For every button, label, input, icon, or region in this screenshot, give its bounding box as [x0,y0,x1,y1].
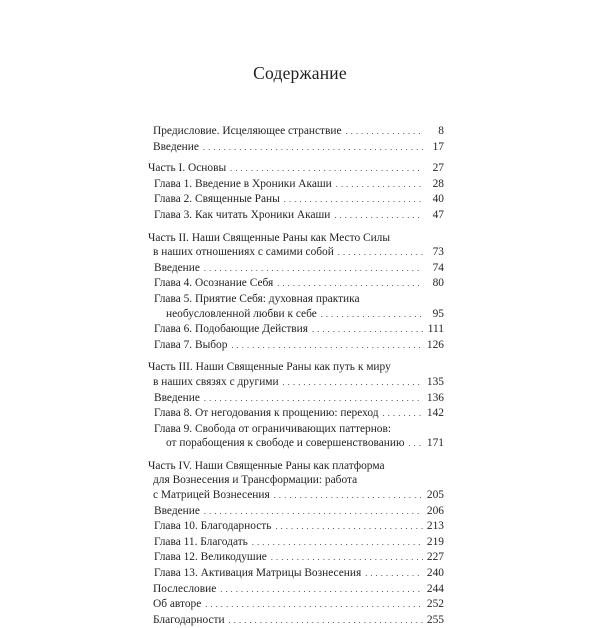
toc-entry-page: 40 [432,193,444,206]
dot-leader [252,535,423,551]
toc-entry-title: Глава 10. Благодарность [154,520,272,533]
toc-part-3[interactable] [148,375,444,391]
toc-part-4[interactable] [148,488,444,504]
dot-leader [338,245,423,261]
dot-leader [229,613,423,628]
toc-entry-title: Глава 6. Подобающие Действия [154,323,309,336]
dot-leader [275,519,423,535]
toc-entry-page: 205 [426,489,444,502]
toc-entry-title: Глава 8. От негодования к прощению: переход [154,407,379,420]
toc-chapter-5-title[interactable]: Глава 5. Приятие Себя: духовная практика [154,292,360,305]
toc-entry-title: Глава 11. Благодать [154,535,248,548]
toc-chapter-2[interactable] [148,192,444,208]
toc-entry-page: 142 [426,407,444,420]
toc-entry-page: 17 [432,140,444,153]
page-title: Содержание [253,63,347,83]
toc-entry-title: Глава 1. Введение в Хроники Акаши [154,177,332,190]
dot-leader [321,307,423,323]
table-of-contents [148,124,444,628]
toc-part-4-title-line-2: для Вознесения и Трансформации: работа [153,474,358,487]
dot-leader [231,338,423,354]
toc-entry-page: 111 [427,323,444,336]
toc-entry-page: 47 [432,208,444,221]
toc-entry-title: Глава 13. Активация Матрицы Вознесения [154,567,362,580]
toc-entry-page: 240 [426,567,444,580]
toc-part-title-continued: в наших отношениях с самими собой [153,246,334,259]
toc-entry-page: 136 [426,391,444,404]
toc-chapter-3[interactable] [148,208,444,224]
dot-leader [203,140,423,156]
toc-entry-title: Глава 3. Как читать Хроники Акаши [154,208,331,221]
toc-entry-title: Послесловие [153,582,217,595]
toc-chapter-5[interactable] [148,307,444,323]
toc-entry-title: Глава 4. Осознание Себя [154,277,274,290]
toc-entry-preface[interactable] [148,124,444,140]
toc-entry-page: 28 [432,177,444,190]
dot-leader [336,177,423,193]
toc-chapter-11[interactable] [148,535,444,551]
toc-part-1[interactable] [148,161,444,177]
toc-chapter-8[interactable] [148,406,444,422]
toc-part-3-introduction[interactable] [148,391,444,407]
toc-chapter-6[interactable] [148,322,444,338]
dot-leader [409,436,424,452]
toc-entry-page: 252 [426,598,444,611]
toc-entry-title-continued: от порабощения к свободе и совершенствованию [166,437,405,450]
toc-entry-page: 74 [432,261,444,274]
toc-entry-title: Введение [154,391,200,404]
toc-chapter-7[interactable] [148,338,444,354]
toc-entry-page: 27 [432,162,444,175]
toc-entry-page: 95 [432,307,444,320]
toc-chapter-12[interactable] [148,550,444,566]
toc-part-2-introduction[interactable] [148,261,444,277]
toc-entry-title: Глава 7. Выбор [154,338,228,351]
toc-entry-page: 206 [426,504,444,517]
dot-leader [230,161,423,177]
dot-leader [204,391,423,407]
dot-leader [365,566,423,582]
toc-entry-page: 80 [432,277,444,290]
toc-entry-title-continued: необусловленной любви к себе [166,307,317,320]
toc-entry-page: 219 [426,535,444,548]
toc-chapter-4[interactable] [148,276,444,292]
toc-chapter-1[interactable] [148,177,444,193]
toc-chapter-9[interactable] [148,436,444,452]
dot-leader [204,504,423,520]
dot-leader [283,375,423,391]
toc-part-title-continued: в наших связях с другими [153,375,279,388]
toc-entry-afterword[interactable] [148,582,444,598]
toc-part-4-title[interactable]: Часть IV. Наши Священные Раны как платформа [148,459,385,472]
toc-chapter-10[interactable] [148,519,444,535]
toc-entry-page: 171 [426,437,444,450]
toc-chapter-9-title[interactable]: Глава 9. Свобода от ограничивающих паттернов: [154,422,392,435]
toc-entry-title: Об авторе [153,598,202,611]
toc-entry-page: 244 [426,582,444,595]
toc-part-2-title[interactable]: Часть II. Наши Священные Раны как Место Силы [148,231,391,244]
toc-entry-page: 227 [426,551,444,564]
toc-entry-page: 255 [426,613,444,626]
toc-entry-title: Введение [153,140,199,153]
dot-leader [274,488,423,504]
toc-part-title: Часть I. Основы [148,162,227,175]
dot-leader [334,208,423,224]
toc-entry-page: 8 [438,125,444,137]
toc-entry-title: Предисловие. Исцеляющее странствие [153,125,342,137]
toc-part-2[interactable] [148,245,444,261]
dot-leader [204,261,423,277]
toc-part-title-continued: с Матрицей Вознесения [153,489,270,502]
toc-entry-title: Глава 12. Великодушие [154,551,267,564]
toc-entry-acknowledgements[interactable] [148,613,444,628]
toc-chapter-13[interactable] [148,566,444,582]
toc-entry-title: Введение [154,261,200,274]
toc-entry-title: Благодарности [153,613,225,626]
toc-entry-page: 73 [432,246,444,259]
toc-part-3-title[interactable]: Часть III. Наши Священные Раны как путь к миру [148,361,391,374]
toc-entry-title: Введение [154,504,200,517]
toc-entry-page: 213 [426,520,444,533]
dot-leader [312,322,423,338]
toc-entry-page: 126 [426,338,444,351]
toc-entry-page: 135 [426,375,444,388]
dot-leader [346,124,423,140]
dot-leader [284,192,423,208]
toc-entry-title: Глава 2. Священные Раны [154,193,280,206]
dot-leader [271,550,423,566]
dot-leader [277,276,423,292]
dot-leader [383,406,423,422]
toc-part-4-introduction[interactable] [148,504,444,520]
dot-leader [220,582,423,598]
toc-entry-introduction[interactable] [148,140,444,156]
